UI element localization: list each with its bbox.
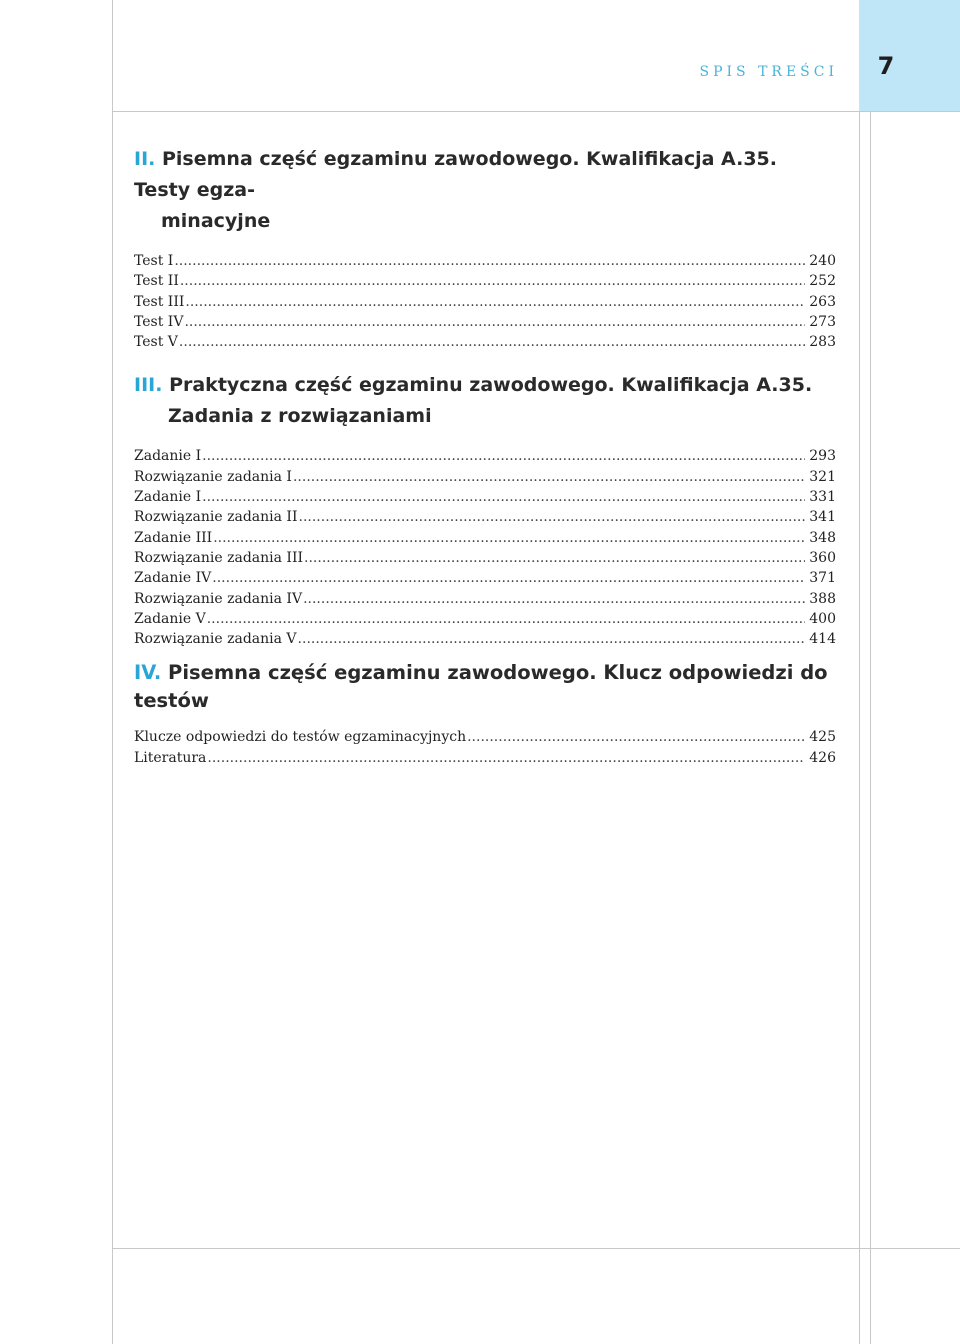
toc-entry-label: Literatura: [134, 749, 207, 766]
section-heading: [134, 144, 836, 237]
toc-entry-page: 293: [809, 448, 836, 465]
section-title: Pisemna część egzaminu zawodowego. Klucz odpowiedzi do testów: [134, 661, 828, 713]
section-title-continuation: Zadania z rozwiązaniami: [168, 405, 432, 428]
toc-entry-label: Rozwiązanie zadania V: [134, 631, 297, 648]
toc-entry[interactable]: [134, 748, 836, 768]
section-heading: [134, 659, 836, 715]
toc-entry-list: [134, 446, 836, 649]
toc-entry-page: 321: [809, 468, 836, 485]
toc-entry-label: Zadanie IV: [134, 570, 212, 587]
toc-entry-list: [134, 251, 836, 352]
toc-entry[interactable]: [134, 727, 836, 747]
toc-entry-label: Rozwiązanie zadania I: [134, 468, 292, 485]
toc-entry-page: 341: [809, 509, 836, 526]
section-title: Praktyczna część egzaminu zawodowego. Kwalifikacja A.35.: [169, 374, 813, 397]
dot-leader: [202, 487, 805, 507]
header-rule: [112, 111, 960, 112]
toc-entry-label: Zadanie I: [134, 489, 202, 506]
toc-entry-label: Zadanie I: [134, 448, 202, 465]
dot-leader: [467, 727, 805, 747]
running-head: SPIS TREŚCI: [699, 64, 838, 80]
toc-entry[interactable]: [134, 609, 836, 629]
toc-entry-label: Rozwiązanie zadania III: [134, 549, 304, 566]
dot-leader: [293, 467, 805, 487]
footer-rule: [112, 1248, 960, 1249]
toc-section-ii: [134, 144, 836, 352]
toc-entry[interactable]: [134, 629, 836, 649]
toc-entry[interactable]: [134, 271, 836, 291]
dot-leader: [174, 251, 805, 271]
dot-leader: [212, 568, 805, 588]
toc-entry-label: Rozwiązanie zadania II: [134, 509, 298, 526]
section-title-continuation: minacyjne: [161, 210, 271, 232]
toc-entry-page: 348: [809, 529, 836, 546]
dot-leader: [207, 748, 805, 768]
dot-leader: [299, 507, 806, 527]
dot-leader: [304, 548, 805, 568]
toc-entry[interactable]: [134, 332, 836, 352]
toc-entry-label: Test II: [134, 273, 179, 290]
toc-entry-page: 283: [809, 334, 836, 351]
toc-entry-list: [134, 727, 836, 768]
dot-leader: [298, 629, 806, 649]
toc-entry-page: 240: [809, 253, 836, 269]
right-margin-line-outer: [859, 0, 860, 1344]
toc-entry-page: 371: [809, 570, 836, 587]
dot-leader: [184, 312, 805, 332]
right-margin-line-inner: [870, 111, 871, 1344]
toc-entry-page: 400: [809, 610, 836, 627]
section-title: Pisemna część egzaminu zawodowego. Kwalifikacja A.35. Testy egza-: [134, 148, 777, 201]
toc-entry-page: 388: [809, 590, 836, 607]
toc-entry-page: 360: [809, 549, 836, 566]
toc-entry-page: 331: [809, 489, 836, 506]
section-heading: [134, 370, 836, 432]
dot-leader: [180, 271, 805, 291]
toc-entry[interactable]: [134, 568, 836, 588]
toc-entry-label: Test III: [134, 293, 185, 310]
left-margin-line: [112, 0, 113, 1344]
toc-entry-label: Zadanie V: [134, 610, 206, 627]
toc-entry[interactable]: [134, 251, 836, 271]
toc-entry-page: 263: [809, 293, 836, 310]
dot-leader: [303, 589, 805, 609]
toc-entry-label: Test IV: [134, 313, 184, 330]
dot-leader: [213, 528, 805, 548]
section-number: II.: [134, 148, 156, 170]
toc-entry-label: Zadanie III: [134, 529, 213, 546]
toc-entry-page: 414: [809, 631, 836, 648]
toc-entry[interactable]: [134, 589, 836, 609]
dot-leader: [185, 292, 805, 312]
toc-entry[interactable]: [134, 292, 836, 312]
dot-leader: [202, 446, 805, 466]
toc-section-iii: [134, 370, 836, 649]
toc-entry[interactable]: [134, 446, 836, 466]
toc-entry-label: Test I: [134, 253, 174, 269]
toc-entry-page: 425: [809, 729, 836, 746]
toc-entry[interactable]: [134, 312, 836, 332]
table-of-contents: [134, 144, 836, 768]
toc-section-iv: [134, 659, 836, 768]
section-number: III.: [134, 374, 163, 397]
toc-entry[interactable]: [134, 467, 836, 487]
page-number: 7: [877, 52, 895, 80]
toc-entry-page: 273: [809, 313, 836, 330]
toc-entry[interactable]: [134, 528, 836, 548]
toc-entry[interactable]: [134, 487, 836, 507]
toc-entry-label: Klucze odpowiedzi do testów egzaminacyjnych: [134, 729, 467, 746]
toc-entry-label: Rozwiązanie zadania IV: [134, 590, 303, 607]
dot-leader: [207, 609, 806, 629]
toc-entry-page: 426: [809, 749, 836, 766]
toc-entry-label: Test V: [134, 334, 178, 351]
dot-leader: [179, 332, 805, 352]
section-number: IV.: [134, 661, 162, 685]
toc-entry[interactable]: [134, 548, 836, 568]
toc-entry-page: 252: [809, 273, 836, 290]
toc-entry[interactable]: [134, 507, 836, 527]
